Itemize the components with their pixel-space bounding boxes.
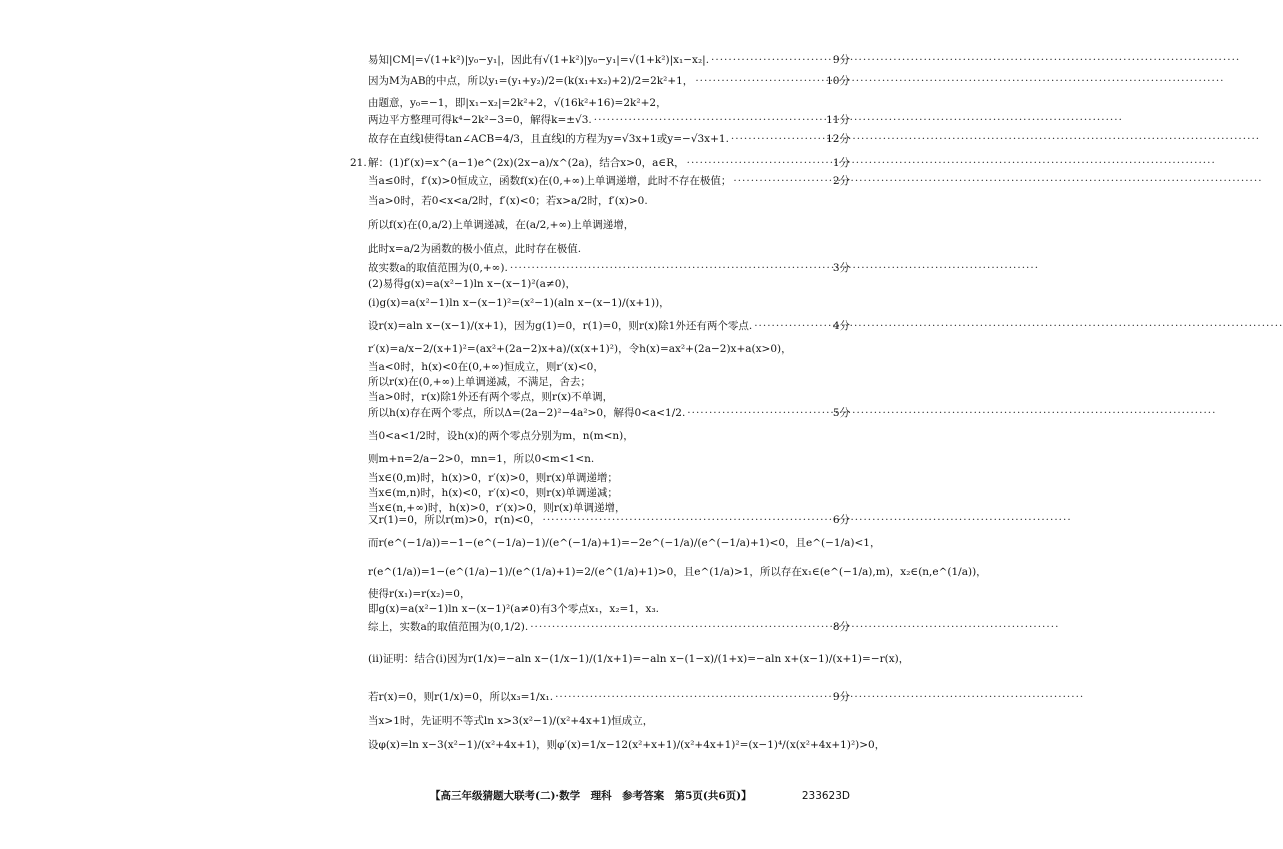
solution-text: r(e^(1/a))=1−(e^(1/a)−1)/(e^(1/a)+1)=2/(e^(1/a)+1)>0，且e^(1/a)>1，所以存在x₁∈(e^(−1/a),m)，x₂∈(n,e^(1/a))， xyxy=(368,566,987,578)
solution-line xyxy=(368,533,881,553)
solution-line xyxy=(368,562,987,582)
question-number: 21. xyxy=(350,157,367,169)
solution-text: 此时x=a/2为函数的极小值点，此时存在极值. xyxy=(368,243,582,255)
solution-line xyxy=(368,449,850,469)
solution-text: 当0<a<1/2时，设h(x)的两个零点分别为m，n(m<n)， xyxy=(368,430,634,442)
score-mark: 6分 xyxy=(832,514,850,526)
solution-text: (2)易得g(x)=a(x²−1)ln x−(x−1)²(a≠0)， xyxy=(368,278,576,290)
solution-text: 解：(1)f′(x)=x^(a−1)e^(2x)(2x−a)/x^(2a)，结合x>0，a∈R， xyxy=(368,157,685,169)
solution-line xyxy=(368,687,850,707)
solution-text: 所以f(x)在(0,a/2)上单调递减，在(a/2,+∞)上单调递增， xyxy=(368,219,635,231)
solution-text: (ⅱ)证明：结合(ⅰ)因为r(1/x)=−aln x−(1/x−1)/(1/x+1)=−aln x−(1−x)/(1+x)=−aln x+(x−1)/(x+1)=−r(x)， xyxy=(368,653,910,665)
score-mark: 8分 xyxy=(832,621,850,633)
solution-text: 使得r(x₁)=r(x₂)=0， xyxy=(368,588,471,600)
solution-line xyxy=(368,110,850,130)
solution-text: 所以h(x)存在两个零点，所以Δ=(2a−2)²−4a²>0，解得0<a<1/2. xyxy=(368,407,686,419)
leader-dots xyxy=(594,110,824,130)
score-mark: 5分 xyxy=(832,407,850,419)
solution-text: r′(x)=a/x−2/(x+1)²=(ax²+(2a−2)x+a)/(x(x+1)²)，令h(x)=ax²+(2a−2)x+a(x>0)， xyxy=(368,343,792,355)
solution-text: 当x∈(m,n)时，h(x)<0，r′(x)<0，则r(x)单调递减； xyxy=(368,487,618,499)
solution-text: 当a>0时，r(x)除1外还有两个零点，则r(x)不单调， xyxy=(368,391,614,403)
leader-dots xyxy=(733,171,830,191)
solution-line xyxy=(368,426,850,446)
solution-line xyxy=(350,153,850,173)
leader-dots xyxy=(731,129,824,149)
score-mark: 2分 xyxy=(832,175,850,187)
footer-title: 【高三年级猜题大联考(二)·数学 理科 参考答案 第5页(共6页)】 xyxy=(430,790,752,802)
solution-text: 当x>1时，先证明不等式ln x>3(x²−1)/(x²+4x+1)恒成立， xyxy=(368,715,654,727)
solution-text: 综上，实数a的取值范围为(0,1/2). xyxy=(368,621,529,633)
score-mark: 9分 xyxy=(832,691,850,703)
solution-text: 又r(1)=0，所以r(m)>0，r(n)<0， xyxy=(368,514,541,526)
solution-text: 即g(x)=a(x²−1)ln x−(x−1)²(a≠0)有3个零点x₁，x₂=1，x₃. xyxy=(368,603,659,615)
solution-line xyxy=(368,274,850,294)
score-mark: 3分 xyxy=(832,262,850,274)
solution-line xyxy=(368,649,910,669)
solution-text: (ⅰ)g(x)=a(x²−1)ln x−(x−1)²=(x²−1)(aln x−(x−1)/(x+1))， xyxy=(368,297,670,309)
score-mark: 4分 xyxy=(832,320,850,332)
solution-line xyxy=(368,50,850,70)
solution-line xyxy=(368,711,850,731)
solution-text: 故实数a的取值范围为(0,+∞). xyxy=(368,262,508,274)
solution-text: 则m+n=2/a−2>0，mn=1，所以0<m<1<n. xyxy=(368,453,595,465)
solution-text: 由题意，y₀=−1，即|x₁−x₂|=2k²+2，√(16k²+16)=2k²+2， xyxy=(368,97,667,109)
solution-line xyxy=(368,735,886,755)
footer-code: 233623D xyxy=(801,790,850,802)
solution-text: 当x∈(n,+∞)时，h(x)>0，r′(x)>0，则r(x)单调递增， xyxy=(368,502,626,514)
solution-text: 两边平方整理可得k⁴−2k²−3=0，解得k=±√3. xyxy=(368,114,592,126)
solution-line xyxy=(368,510,850,530)
solution-line xyxy=(368,599,850,619)
score-mark: 12分 xyxy=(826,133,850,145)
solution-line xyxy=(368,171,850,191)
solution-text: 而r(e^(−1/a))=−1−(e^(−1/a)−1)/(e^(−1/a)+1)=−2e^(−1/a)/(e^(−1/a)+1)<0，且e^(−1/a)<1， xyxy=(368,537,881,549)
solution-text: 故存在直线l使得tan∠ACB=4/3，且直线l的方程为y=√3x+1或y=−√3x+1. xyxy=(368,133,729,145)
solution-line xyxy=(368,191,850,211)
solution-text: 当a<0时，h(x)<0在(0,+∞)恒成立，则r′(x)<0， xyxy=(368,361,604,373)
solution-line xyxy=(368,617,850,637)
score-mark: 1分 xyxy=(832,157,850,169)
solution-line xyxy=(368,215,850,235)
solution-text: 若r(x)=0，则r(1/x)=0，所以x₃=1/x₁. xyxy=(368,691,554,703)
score-mark: 10分 xyxy=(826,75,850,87)
solution-text: 当x∈(0,m)时，h(x)>0，r′(x)>0，则r(x)单调递增； xyxy=(368,472,618,484)
solution-line xyxy=(368,129,850,149)
leader-dots xyxy=(542,510,830,530)
solution-line xyxy=(368,71,850,91)
solution-text: 设φ(x)=ln x−3(x²−1)/(x²+4x+1)，则φ′(x)=1/x−12(x²+x+1)/(x²+4x+1)²=(x−1)⁴/(x(x²+4x+1)²)>0， xyxy=(368,739,886,751)
solution-line xyxy=(368,339,850,359)
solution-text: 因为M为AB的中点，所以y₁=(y₁+y₂)/2=(k(x₁+x₂)+2)/2=2k²+1， xyxy=(368,75,694,87)
solution-line xyxy=(368,293,850,313)
leader-dots xyxy=(555,687,831,707)
leader-dots xyxy=(695,71,824,91)
solution-text: 设r(x)=aln x−(x−1)/(x+1)，因为g(1)=0，r(1)=0，则r(x)除1外还有两个零点. xyxy=(368,320,753,332)
solution-text: 当a≤0时，f′(x)>0恒成立，函数f(x)在(0,+∞)上单调递增，此时不存在极值； xyxy=(368,175,732,187)
solution-text: 易知|CM|=√(1+k²)|y₀−y₁|，因此有√(1+k²)|y₀−y₁|=√(1+k²)|x₁−x₂|. xyxy=(368,54,710,66)
solution-text: 当a>0时，若0<x<a/2时，f′(x)<0；若x>a/2时，f′(x)>0. xyxy=(368,195,648,207)
score-mark: 11分 xyxy=(826,114,850,126)
page-footer xyxy=(430,786,850,806)
solution-line xyxy=(368,316,850,336)
solution-text: 所以r(x)在(0,+∞)上单调递减，不满足，舍去； xyxy=(368,376,591,388)
leader-dots xyxy=(687,153,831,173)
solution-line xyxy=(368,239,850,259)
score-mark: 9分 xyxy=(832,54,850,66)
leader-dots xyxy=(754,316,831,336)
leader-dots xyxy=(530,617,831,637)
leader-dots xyxy=(687,403,831,423)
leader-dots xyxy=(711,50,831,70)
solution-line xyxy=(368,403,850,423)
